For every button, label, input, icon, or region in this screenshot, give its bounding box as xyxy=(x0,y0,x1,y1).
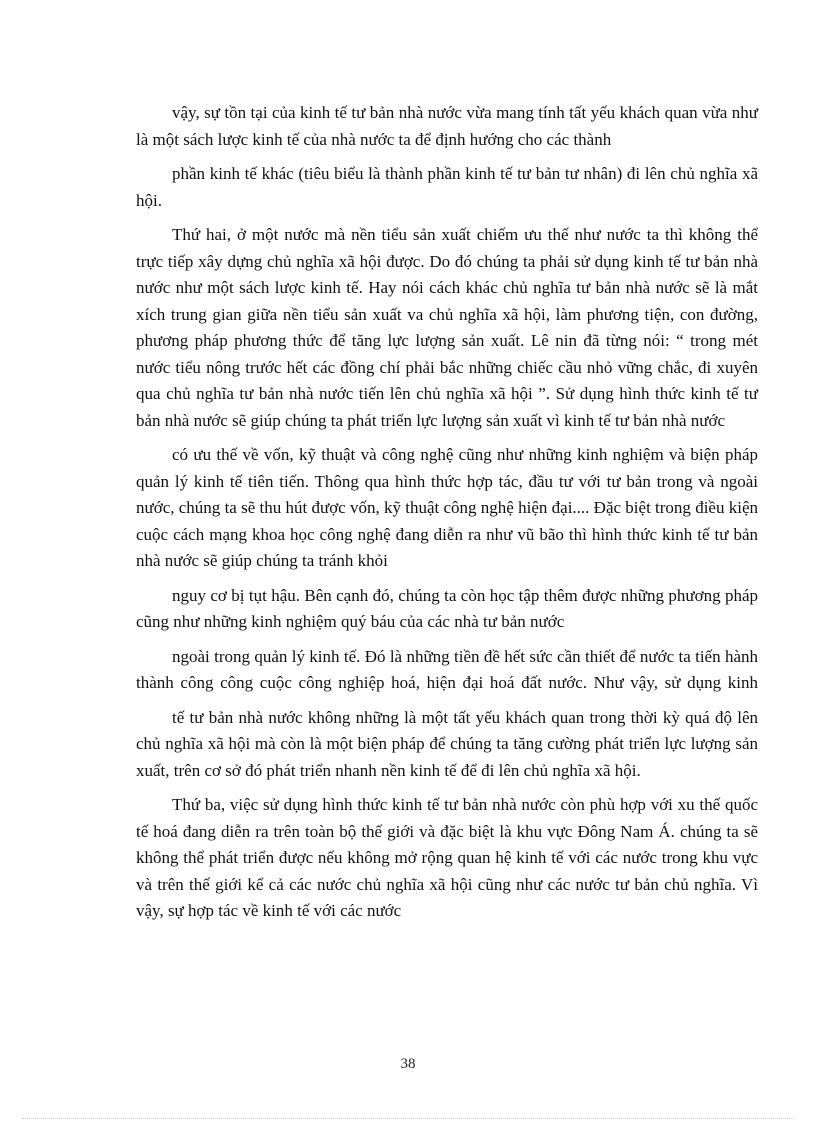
paragraph: ngoài trong quản lý kinh tế. Đó là những tiền đề hết sức cần thiết để nước ta tiến hành thành công công cuộc công nghiệp hoá, hiện đại hoá đất nước. Như vậy, sử dụng kinh xyxy=(136,646,758,692)
paragraph: Thứ ba, việc sử dụng hình thức kinh tế tư bản nhà nước còn phù hợp với xu thế quốc tế hoá đang diễn ra trên toàn bộ thế giới và đặc biệt là khu vực Đông Nam Á. chúng ta sẽ không thể phát triển được nếu không mở rộng quan hệ kinh tế với các nước trong khu vực và trên thế giới kể cả các nước chủ nghĩa xã hội cũng như các nước tư bản chủ nghĩa. Vì vậy, sự hợp tác về kinh tế với các nước xyxy=(136,795,758,920)
paragraph: Thứ hai, ở một nước mà nền tiểu sản xuất chiếm ưu thế như nước ta thì không thể trực tiếp xây dựng chủ nghĩa xã hội được. Do đó chúng ta phải sử dụng kinh tế tư bản nhà nước như một sách lược kinh tế. Hay nói cách khác chủ nghĩa tư bản nhà nước sẽ là mắt xích trung gian giữa nền tiểu sản xuất va chủ nghĩa xã hội, làm phương tiện, con đường, phương pháp phương thức để tăng lực lượng sản xuất. Lê nin đã từng nói: “ trong mét nước tiểu nông trước hết các đồng chí phải bắc những chiếc cầu nhỏ vững chắc, đi xuyên qua chủ nghĩa tư bản nhà nước tiến lên chủ nghĩa xã hội ”. Sử dụng hình thức kinh tế tư bản nhà nước sẽ giúp chúng ta phát triển lực lượng sản xuất vì kinh tế tư bản nhà nước xyxy=(136,225,758,430)
paragraph: tế tư bản nhà nước không những là một tất yếu khách quan trong thời kỳ quá độ lên chủ nghĩa xã hội mà còn là một biện pháp để chúng ta tăng cường phát triển lực lượng sản xuất, trên cơ sở đó phát triển nhanh nền kinh tế để đi lên chủ nghĩa xã hội. xyxy=(136,707,758,780)
paragraph: phần kinh tế khác (tiêu biểu là thành phần kinh tế tư bản tư nhân) đi lên chủ nghĩa xã hội. xyxy=(136,164,758,210)
page-bottom-divider xyxy=(22,1118,794,1119)
document-body xyxy=(136,100,758,933)
paragraph: có ưu thế về vốn, kỹ thuật và công nghệ cũng như những kinh nghiệm và biện pháp quản lý kinh tế tiên tiến. Thông qua hình thức hợp tác, đầu tư với tư bản trong và ngoài nước, chúng ta sẽ thu hút được vốn, kỹ thuật công nghệ hiện đại.... Đặc biệt trong điều kiện cuộc cách mạng khoa học công nghệ đang diễn ra như vũ bão thì hình thức kinh tế tư bản nhà nước sẽ giúp chúng ta tránh khỏi xyxy=(136,445,758,570)
page-number: 38 xyxy=(400,1056,416,1072)
paragraph: nguy cơ bị tụt hậu. Bên cạnh đó, chúng ta còn học tập thêm được những phương pháp cũng như những kinh nghiệm quý báu của các nhà tư bản nước xyxy=(136,585,758,631)
paragraph: vậy, sự tồn tại của kinh tế tư bản nhà nước vừa mang tính tất yếu khách quan vừa như là một sách lược kinh tế của nhà nước ta để định hướng cho các thành xyxy=(136,103,758,149)
